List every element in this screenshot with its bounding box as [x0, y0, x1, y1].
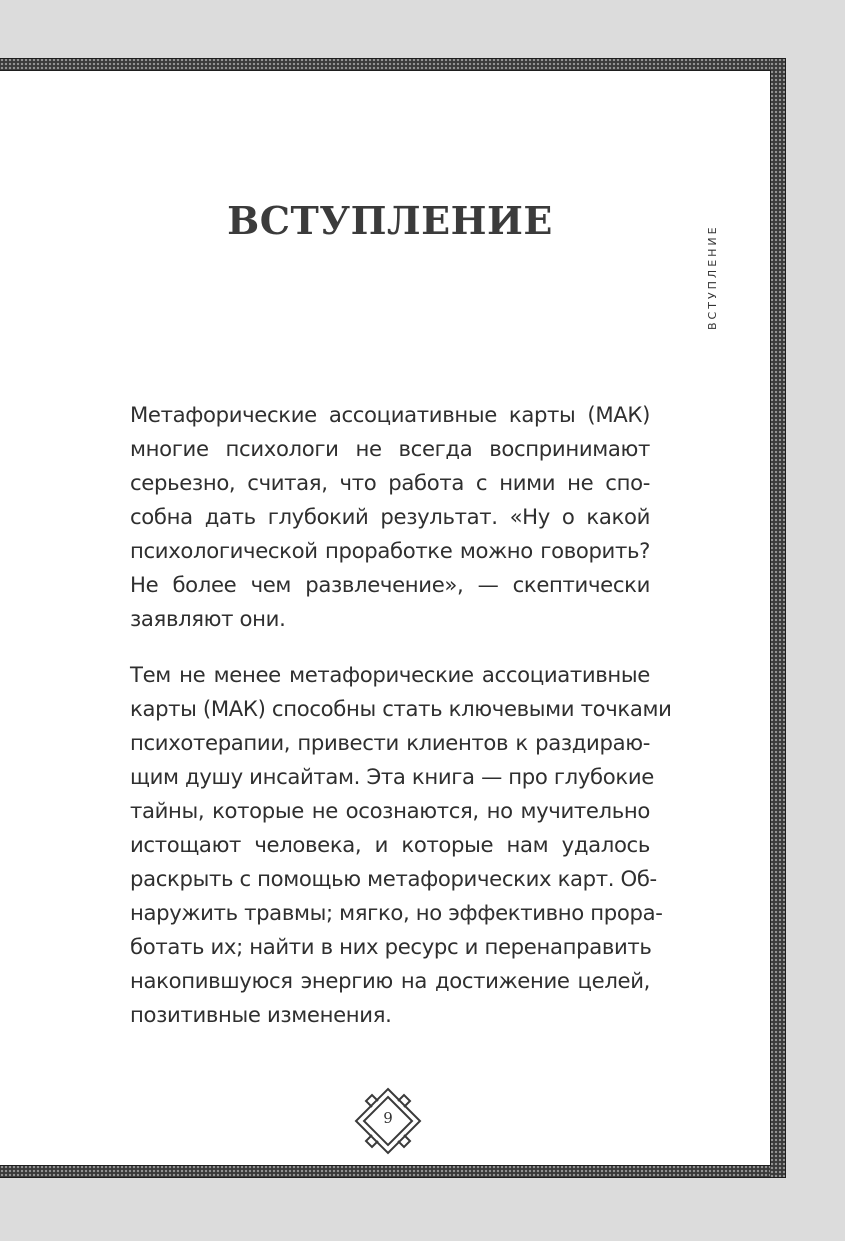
text-line: психотерапии, привести клиентов к раздираю-: [130, 730, 650, 755]
text-line: серьезно, считая, что работа с ними не спо-: [130, 470, 650, 495]
text-line: карты (МАК) способны стать ключевыми точками: [130, 696, 672, 721]
frame-line: [785, 58, 786, 1178]
frame-line: [0, 1165, 771, 1166]
text-line: истощают человека, и которые нам удалось: [130, 832, 650, 857]
frame-line: [0, 1177, 786, 1178]
body-text: [130, 398, 672, 1054]
text-line: Не более чем развлечение», — скептически: [130, 572, 650, 597]
text-line: ботать их; найти в них ресурс и перенаправить: [130, 934, 652, 959]
running-header: ВСТУПЛЕНИЕ: [706, 224, 719, 330]
text-line: раскрыть с помощью метафорических карт. Об-: [130, 866, 657, 891]
frame-line: [0, 58, 786, 59]
text-line: многие психологи не всегда воспринимают: [130, 436, 650, 461]
paragraph-2: [130, 658, 672, 1032]
text-line: собна дать глубокий результат. «Ну о какой: [130, 504, 650, 529]
text-line: позитивные изменения.: [130, 1002, 392, 1027]
paragraph-1: [130, 398, 650, 636]
frame-line: [0, 70, 771, 71]
text-line: Тем не менее метафорические ассоциативные: [130, 662, 650, 687]
chapter-title: ВСТУПЛЕНИЕ: [227, 198, 553, 243]
text-line: психологической проработке можно говорить?: [130, 538, 650, 563]
text-line: накопившуюся энергию на достижение целей,: [130, 968, 650, 993]
frame-line: [770, 70, 771, 1166]
text-line: Метафорические ассоциативные карты (МАК): [130, 402, 650, 427]
text-line: тайны, которые не осознаются, но мучительно: [130, 798, 650, 823]
frame-right-border: [770, 58, 786, 1178]
page-number-ornament: [352, 1085, 424, 1157]
text-line: наружить травмы; мягко, но эффективно прора-: [130, 900, 663, 925]
page-number: 9: [383, 1109, 393, 1127]
text-line: щим душу инсайтам. Эта книга — про глубокие: [130, 764, 654, 789]
text-line: заявляют они.: [130, 606, 286, 631]
